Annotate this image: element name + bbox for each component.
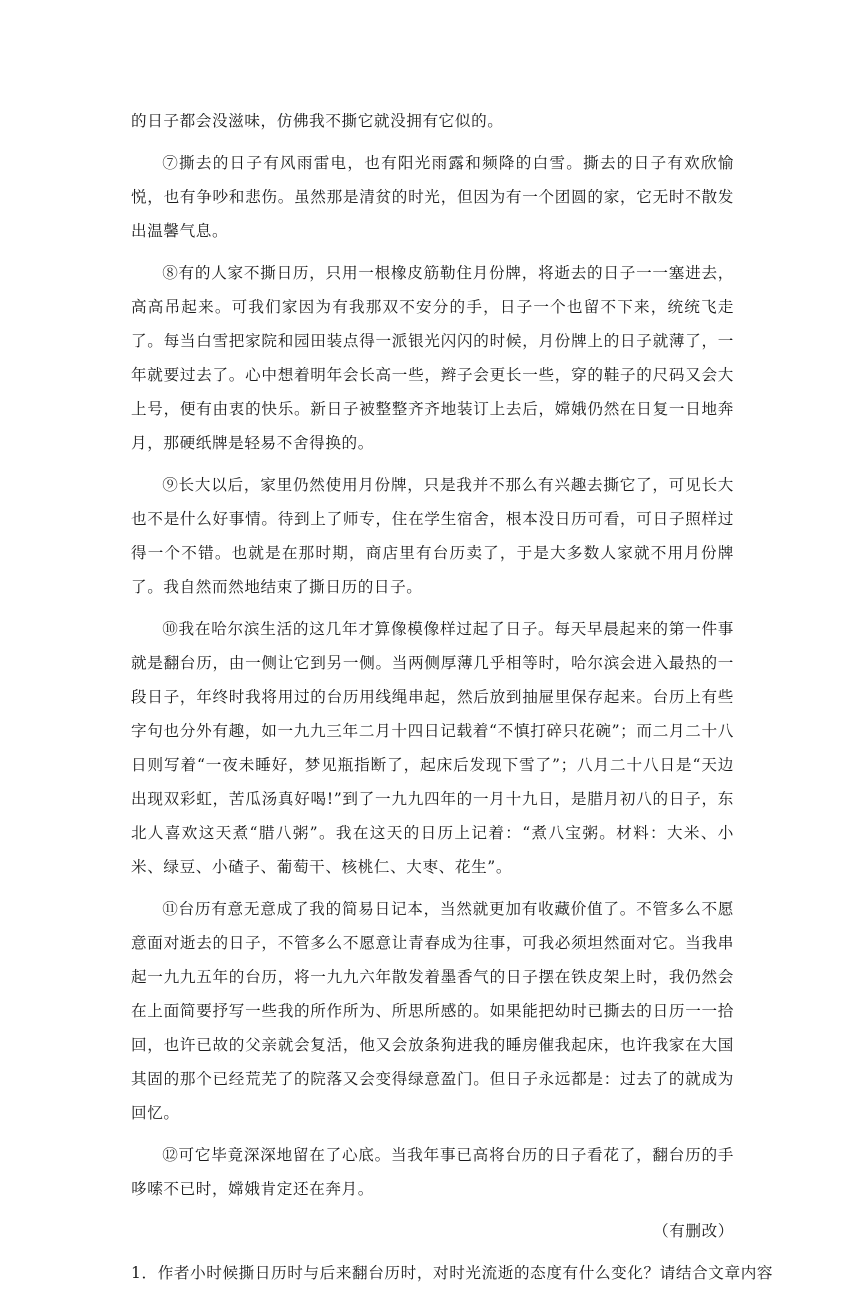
source-note: （有删改） bbox=[653, 1222, 734, 1240]
question-1: 1．作者小时候撕日历时与后来翻台历时，对时光流逝的态度有什么变化？请结合文章内容 bbox=[131, 1264, 774, 1282]
paragraph-9: ⑨长大以后，家里仍然使用月份牌，只是我并不那么有兴趣去撕它了，可见长大也不是什么好事情。待到上了师专，住在学生宿舍，根本没日历可看，可日子照样过得一个不错。也就是在那时期，商店里有台历卖了，于是大多数人家就不用月份牌了。我自然而然地结束了撕日历的日子。 bbox=[131, 476, 734, 596]
paragraph-8: ⑧有的人家不撕日历，只用一根橡皮筋勒住月份牌，将逝去的日子一一塞进去，高高吊起来。可我们家因为有我那双不安分的手，日子一个也留不下来，统统飞走了。每当白雪把家院和园田装点得一派银光闪闪的时候，月份牌上的日子就薄了，一年就要过去了。心中想着明年会长高一些，辫子会更长一些，穿的鞋子的尺码又会大上号，便有由衷的快乐。新日子被整整齐齐地装订上去后，嫦娥仍然在日复一日地奔月，那硬纸牌是轻易不舍得换的。 bbox=[131, 264, 734, 452]
paragraph-12: ⑫可它毕竟深深地留在了心底。当我年事已高将台历的日子看花了，翻台历的手哆嗦不已时，嫦娥肯定还在奔月。 bbox=[131, 1146, 734, 1198]
paragraph-11: ⑪台历有意无意成了我的简易日记本，当然就更加有收藏价值了。不管多么不愿意面对逝去的日子，不管多么不愿意让青春成为往事，可我必须坦然面对它。当我串起一九九五年的台历，将一九九六年散发着墨香气的日子摆在铁皮架上时，我仍然会在上面简要抒写一些我的所作所为、所思所感的。如果能把幼时已撕去的日历一一拾回，也许已故的父亲就会复活，他又会放条狗进我的睡房催我起床，也许我家在大国其固的那个已经荒芜了的院落又会变得绿意盈门。但日子永远都是：过去了的就成为回忆。 bbox=[131, 900, 734, 1122]
paragraph-10: ⑩我在哈尔滨生活的这几年才算像模像样过起了日子。每天早晨起来的第一件事就是翻台历，由一侧让它到另一侧。当两侧厚薄几乎相等时，哈尔滨会进入最热的一段日子，年终时我将用过的台历用线绳串起，然后放到抽屉里保存起来。台历上有些字句也分外有趣，如一九九三年二月十四日记载着“不慎打碎只花碗”；而二月二十八日则写着“一夜未睡好，梦见瓶指断了，起床后发现下雪了”；八月二十八日是“天边出现双彩虹，苦瓜汤真好喝!”到了一九九四年的一月十九日，是腊月初八的日子，东北人喜欢这天煮“腊八粥”。我在这天的日历上记着：“煮八宝粥。材料：大米、小米、绿豆、小碴子、葡萄干、核桃仁、大枣、花生”。 bbox=[131, 620, 734, 876]
paragraph-continuation: 的日子都会没滋味，仿佛我不撕它就没拥有它似的。 bbox=[131, 112, 504, 130]
paragraph-7: ⑦撕去的日子有风雨雷电，也有阳光雨露和频降的白雪。撕去的日子有欢欣愉悦，也有争吵和悲伤。虽然那是清贫的时光，但因为有一个团圆的家，它无时不散发出温馨气息。 bbox=[131, 154, 734, 240]
